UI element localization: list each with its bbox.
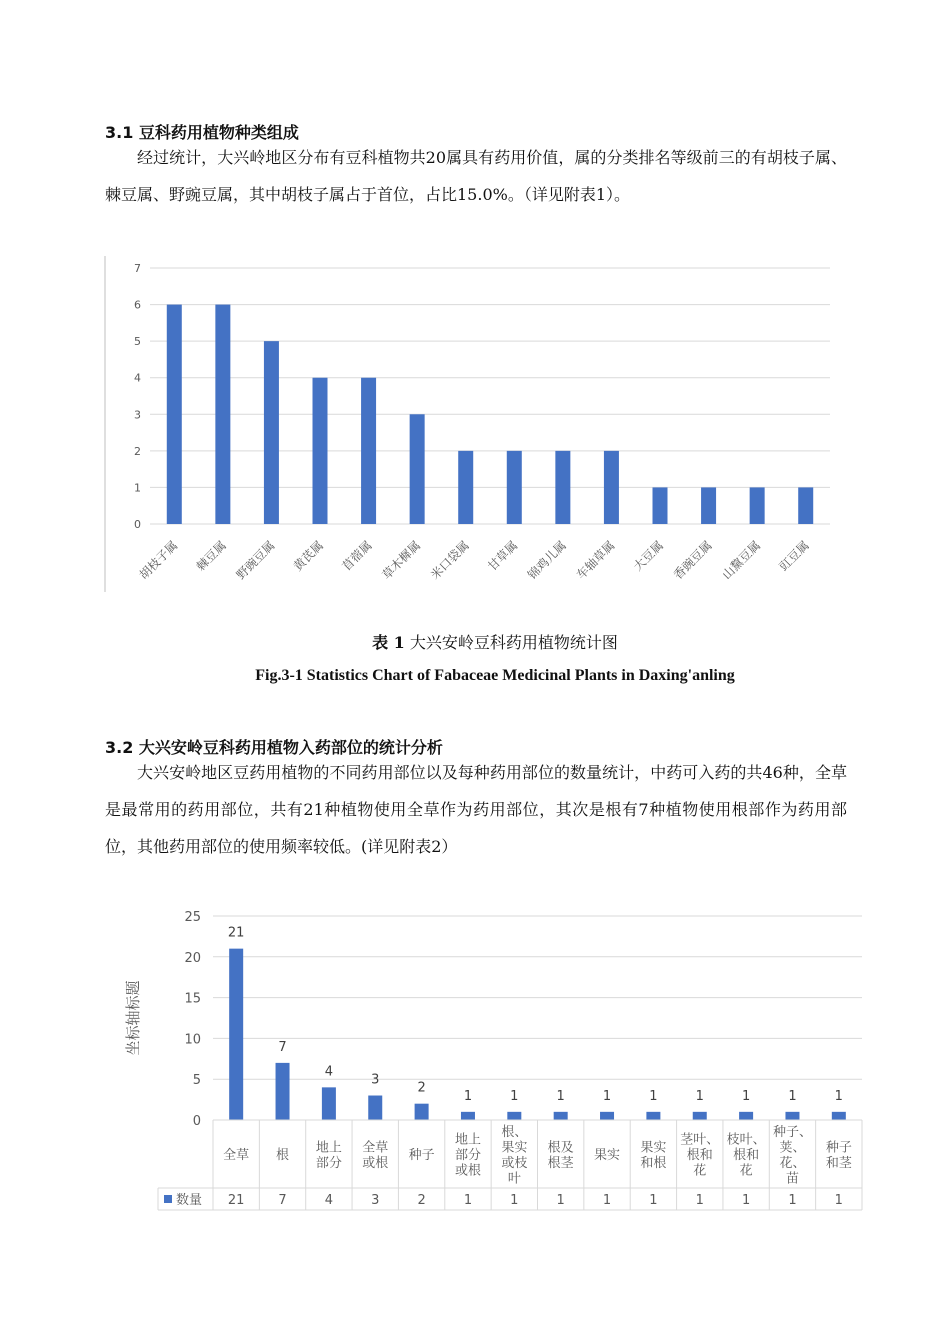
- x-tick-label: 果实和根: [640, 1140, 667, 1171]
- x-tick-label: 草木樨属: [379, 538, 424, 583]
- bar: [276, 1063, 290, 1120]
- bar: [600, 1112, 614, 1120]
- bar: [410, 414, 425, 524]
- bar: [785, 1112, 799, 1120]
- table-value: 2: [417, 1193, 426, 1208]
- bar: [554, 1112, 568, 1120]
- y-tick-label: 4: [134, 371, 141, 385]
- table-value: 1: [649, 1193, 658, 1208]
- x-tick-label: 枝叶、根和花: [726, 1132, 766, 1179]
- x-tick-label: 茎叶、根和花: [680, 1132, 720, 1179]
- table-value: 21: [227, 1193, 245, 1208]
- x-tick-label: 豇豆属: [776, 538, 812, 574]
- data-label: 21: [227, 925, 245, 941]
- legend-swatch: [164, 1195, 172, 1203]
- bar: [361, 378, 376, 524]
- bar: [646, 1112, 660, 1120]
- x-tick-label: 野豌豆属: [233, 538, 278, 583]
- bar: [368, 1096, 382, 1120]
- y-tick-label: 10: [184, 1032, 201, 1048]
- figure-caption-cn: [0, 630, 950, 653]
- x-tick-label: 胡枝子属: [136, 538, 181, 583]
- figure-caption-prefix: 表 1: [372, 633, 405, 652]
- x-tick-label: 根: [276, 1148, 290, 1163]
- y-tick-label: 2: [134, 444, 141, 458]
- data-label: 1: [649, 1088, 658, 1104]
- bar: [264, 341, 279, 524]
- bar: [604, 451, 619, 524]
- y-tick-label: 6: [134, 298, 141, 312]
- bar: [507, 1112, 521, 1120]
- y-tick-label: 1: [134, 481, 141, 495]
- x-tick-label: 米口袋属: [427, 538, 472, 583]
- data-label: 4: [324, 1064, 334, 1080]
- table-value: 1: [695, 1193, 704, 1208]
- table-value: 1: [741, 1193, 751, 1208]
- bar: [507, 451, 522, 524]
- data-label: 1: [602, 1088, 612, 1104]
- bar: [750, 487, 765, 524]
- y-tick-label: 20: [184, 950, 201, 966]
- figure-caption-text: 大兴安岭豆科药用植物统计图: [404, 633, 618, 652]
- medicinal-part-bar-chart: [0, 900, 950, 1240]
- y-tick-label: 5: [192, 1073, 201, 1089]
- bar: [461, 1112, 475, 1120]
- bar: [653, 487, 668, 524]
- bar: [229, 949, 243, 1120]
- figure-caption-en: Fig.3-1 Statistics Chart of Fabaceae Medicinal Plants in Daxing'anling: [255, 667, 735, 684]
- y-tick-label: 15: [184, 991, 201, 1007]
- data-label: 1: [556, 1088, 565, 1104]
- bar: [739, 1112, 753, 1120]
- x-tick-label: 地上部分或根: [454, 1132, 481, 1179]
- data-label: 7: [278, 1039, 287, 1055]
- y-tick-label: 0: [134, 518, 141, 531]
- y-tick-label: 5: [134, 335, 141, 349]
- bar: [167, 305, 182, 524]
- x-tick-label: 山黧豆属: [719, 538, 764, 583]
- table-value: 4: [324, 1193, 334, 1208]
- x-tick-label: 果实: [594, 1148, 621, 1163]
- table-value: 7: [278, 1193, 287, 1208]
- table-value: 1: [834, 1193, 843, 1208]
- table-value: 3: [371, 1193, 380, 1208]
- table-value: 1: [556, 1193, 565, 1208]
- x-tick-label: 地上部分: [315, 1140, 342, 1171]
- x-tick-label: 种子: [408, 1148, 435, 1163]
- y-tick-label: 25: [184, 910, 201, 925]
- data-label: 3: [371, 1072, 380, 1088]
- bar: [415, 1104, 429, 1120]
- bar: [215, 305, 230, 524]
- x-tick-label: 根、果实或枝叶: [501, 1124, 528, 1187]
- data-label: 1: [463, 1088, 473, 1104]
- x-tick-label: 黄芪属: [290, 538, 327, 574]
- bar: [313, 378, 328, 524]
- data-label: 2: [417, 1080, 426, 1096]
- x-tick-label: 香豌豆属: [670, 538, 715, 583]
- section-heading: 3.1 豆科药用植物种类组成: [105, 123, 299, 142]
- data-label: 1: [695, 1088, 704, 1104]
- bar: [798, 487, 813, 524]
- bar: [458, 451, 473, 524]
- x-tick-label: 棘豆属: [193, 538, 229, 574]
- data-label: 1: [788, 1088, 797, 1104]
- section-paragraph: 经过统计，大兴岭地区分布有豆科植物共20属具有药用价值，属的分类排名等级前三的有胡枝子属、棘豆属、野豌豆属，其中胡枝子属占于首位，占比15.0%。（详见附表1）。: [105, 148, 847, 204]
- genus-bar-chart: [0, 252, 950, 612]
- bar: [832, 1112, 846, 1120]
- y-tick-label: 7: [134, 262, 141, 275]
- y-tick-label: 3: [134, 408, 141, 422]
- data-label: 1: [834, 1088, 843, 1104]
- x-tick-label: 锦鸡儿属: [525, 538, 569, 583]
- table-value: 1: [463, 1193, 473, 1208]
- y-axis-title: 坐标轴标题: [124, 980, 142, 1056]
- bar: [693, 1112, 707, 1120]
- x-tick-label: 全草或根: [362, 1140, 389, 1171]
- y-tick-label: 0: [192, 1114, 201, 1129]
- table-value: 1: [602, 1193, 612, 1208]
- x-tick-label: 全草: [223, 1148, 250, 1163]
- section-heading: 3.2 大兴安岭豆科药用植物入药部位的统计分析: [105, 738, 443, 757]
- x-tick-label: 根及根茎: [547, 1140, 574, 1171]
- bar: [322, 1087, 336, 1120]
- table-value: 1: [788, 1193, 797, 1208]
- x-tick-label: 苜蓿属: [339, 538, 375, 574]
- data-label: 1: [510, 1088, 519, 1104]
- data-label: 1: [741, 1088, 751, 1104]
- x-tick-label: 种子、荚、花、苗: [772, 1124, 812, 1187]
- legend-label: 数量: [176, 1193, 203, 1208]
- table-value: 1: [510, 1193, 519, 1208]
- x-tick-label: 大豆属: [630, 538, 667, 574]
- x-tick-label: 车轴草属: [573, 538, 618, 583]
- x-tick-label: 种子和茎: [825, 1140, 852, 1171]
- bar: [701, 487, 716, 524]
- x-tick-label: 甘草属: [485, 538, 521, 574]
- bar: [555, 451, 570, 524]
- section-paragraph: 大兴安岭地区豆药用植物的不同药用部位以及每种药用部位的数量统计，中药可入药的共46种，全草是最常用的药用部位，共有21种植物使用全草作为药用部位，其次是根有7种植物使用根部作为药用部位，其他药用部位的使用频率较低。(详见附表2）: [105, 763, 847, 856]
